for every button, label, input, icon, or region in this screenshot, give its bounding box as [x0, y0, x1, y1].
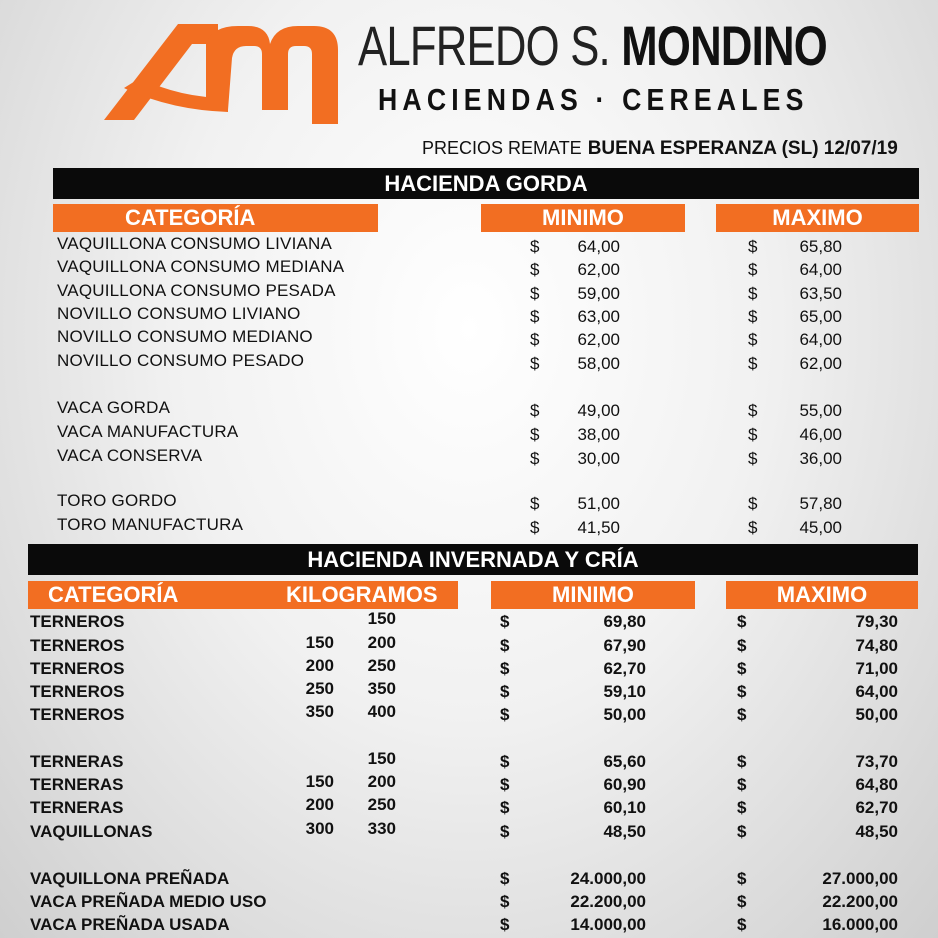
gorda-row-max-currency: $ [748, 237, 758, 256]
inv-row-min: 22.200,00 [570, 892, 646, 911]
inv-row-min: 69,80 [603, 612, 646, 631]
inv-row-min-currency: $ [500, 636, 510, 655]
inv-row-categoria: TERNERAS [30, 775, 124, 794]
gorda-row-categoria: VACA GORDA [57, 398, 171, 417]
inv-row-max-currency: $ [737, 705, 747, 724]
inv-row-max-currency: $ [737, 892, 747, 911]
gorda-row-categoria: TORO GORDO [57, 491, 177, 510]
inv-row-categoria: VACA PREÑADA USADA [30, 915, 230, 934]
gorda-row-max: 65,00 [799, 307, 842, 326]
gorda-row-max-currency: $ [748, 260, 758, 279]
inv-row-kg-from: 150 [305, 633, 334, 652]
inv-row-categoria: VACA PREÑADA MEDIO USO [30, 892, 267, 911]
gorda-row-categoria: VACA MANUFACTURA [57, 422, 239, 441]
gorda-row-min: 51,00 [577, 494, 620, 513]
inv-row-min-currency: $ [500, 659, 510, 678]
inv-row-max: 71,00 [855, 659, 898, 678]
inv-row-categoria: VAQUILLONA PREÑADA [30, 869, 230, 888]
gorda-col-maximo: MAXIMO [716, 204, 919, 232]
inv-row-categoria: TERNERAS [30, 798, 124, 817]
gorda-row-min-currency: $ [530, 401, 540, 420]
inv-row-max: 79,30 [855, 612, 898, 631]
inv-row-min-currency: $ [500, 775, 510, 794]
gorda-row-min: 38,00 [577, 425, 620, 444]
gorda-row-max-currency: $ [748, 354, 758, 373]
inv-row-max-currency: $ [737, 682, 747, 701]
inv-row-kg-to: 200 [367, 772, 396, 791]
inv-row-max-currency: $ [737, 822, 747, 841]
brand-logo [100, 14, 350, 126]
inv-row-min: 24.000,00 [570, 869, 646, 888]
inv-row-min: 60,10 [603, 798, 646, 817]
inv-row-kg-to: 250 [367, 656, 396, 675]
gorda-row-max-currency: $ [748, 494, 758, 513]
gorda-row-max-currency: $ [748, 284, 758, 303]
inv-col-categoria: CATEGORÍA [48, 582, 179, 607]
gorda-row-min: 59,00 [577, 284, 620, 303]
gorda-row-categoria: NOVILLO CONSUMO MEDIANO [57, 327, 313, 346]
inv-row-categoria: TERNEROS [30, 636, 125, 655]
gorda-row-min: 30,00 [577, 449, 620, 468]
inv-row-max: 64,80 [855, 775, 898, 794]
inv-row-max-currency: $ [737, 775, 747, 794]
inv-row-min: 62,70 [603, 659, 646, 678]
inv-row-min-currency: $ [500, 915, 510, 934]
inv-row-categoria: TERNEROS [30, 682, 125, 701]
gorda-row-categoria: TORO MANUFACTURA [57, 515, 244, 534]
inv-row-categoria: VAQUILLONAS [30, 822, 153, 841]
gorda-row-max: 36,00 [799, 449, 842, 468]
gorda-row-min: 64,00 [577, 237, 620, 256]
inv-row-max-currency: $ [737, 915, 747, 934]
gorda-row-categoria: VAQUILLONA CONSUMO LIVIANA [57, 234, 333, 253]
inv-row-min-currency: $ [500, 892, 510, 911]
inv-row-max: 50,00 [855, 705, 898, 724]
inv-row-max-currency: $ [737, 752, 747, 771]
inv-col-maximo: MAXIMO [726, 581, 918, 609]
gorda-row-max: 65,80 [799, 237, 842, 256]
inv-row-max: 64,00 [855, 682, 898, 701]
inv-row-min-currency: $ [500, 705, 510, 724]
section-title-invernada: HACIENDA INVERNADA Y CRÍA [28, 544, 918, 575]
inv-row-max: 48,50 [855, 822, 898, 841]
inv-row-max: 74,80 [855, 636, 898, 655]
gorda-row-min: 41,50 [577, 518, 620, 537]
inv-row-max: 27.000,00 [822, 869, 898, 888]
gorda-row-max-currency: $ [748, 449, 758, 468]
gorda-row-min-currency: $ [530, 330, 540, 349]
inv-row-min-currency: $ [500, 798, 510, 817]
inv-row-min: 60,90 [603, 775, 646, 794]
section-title-gorda: HACIENDA GORDA [53, 168, 919, 199]
logo-m-shape [206, 26, 338, 124]
inv-row-min: 65,60 [603, 752, 646, 771]
inv-row-max-currency: $ [737, 636, 747, 655]
inv-row-categoria: TERNERAS [30, 752, 124, 771]
inv-col-kilos: KILOGRAMOS [286, 582, 438, 607]
brand-tagline: HACIENDAS · CEREALES [378, 82, 809, 117]
gorda-row-max: 64,00 [799, 260, 842, 279]
gorda-row-min-currency: $ [530, 260, 540, 279]
inv-row-min: 50,00 [603, 705, 646, 724]
gorda-row-min-currency: $ [530, 354, 540, 373]
gorda-row-min-currency: $ [530, 425, 540, 444]
gorda-row-max-currency: $ [748, 518, 758, 537]
gorda-row-min-currency: $ [530, 449, 540, 468]
gorda-row-max: 63,50 [799, 284, 842, 303]
gorda-row-categoria: VAQUILLONA CONSUMO MEDIANA [57, 257, 345, 276]
gorda-row-categoria: NOVILLO CONSUMO PESADO [57, 351, 305, 370]
inv-row-min: 14.000,00 [570, 915, 646, 934]
inv-row-min-currency: $ [500, 752, 510, 771]
inv-row-kg-to: 150 [367, 749, 396, 768]
inv-row-kg-to: 200 [367, 633, 396, 652]
inv-row-kg-to: 150 [367, 609, 396, 628]
inv-row-max: 16.000,00 [822, 915, 898, 934]
inv-row-max-currency: $ [737, 659, 747, 678]
gorda-row-min-currency: $ [530, 518, 540, 537]
gorda-col-categoria: CATEGORÍA [53, 204, 378, 232]
gorda-row-min: 62,00 [577, 260, 620, 279]
gorda-row-max: 46,00 [799, 425, 842, 444]
inv-row-min-currency: $ [500, 822, 510, 841]
gorda-row-categoria: VACA CONSERVA [57, 446, 203, 465]
gorda-row-max-currency: $ [748, 401, 758, 420]
inv-row-min: 59,10 [603, 682, 646, 701]
inv-row-kg-from: 250 [305, 679, 334, 698]
inv-row-kg-from: 150 [305, 772, 334, 791]
gorda-row-min: 49,00 [577, 401, 620, 420]
inv-row-min: 67,90 [603, 636, 646, 655]
inv-row-max: 22.200,00 [822, 892, 898, 911]
gorda-row-max: 62,00 [799, 354, 842, 373]
gorda-row-max: 64,00 [799, 330, 842, 349]
inv-row-min: 48,50 [603, 822, 646, 841]
inv-col-categoria-kilos [28, 581, 458, 609]
brand-name-bold: MONDINO [621, 14, 827, 77]
inv-row-categoria: TERNEROS [30, 612, 125, 631]
inv-row-min-currency: $ [500, 612, 510, 631]
gorda-col-minimo: MINIMO [481, 204, 685, 232]
gorda-row-max-currency: $ [748, 330, 758, 349]
inv-row-kg-from: 350 [305, 702, 334, 721]
inv-row-kg-to: 250 [367, 795, 396, 814]
inv-row-max-currency: $ [737, 612, 747, 631]
gorda-row-min-currency: $ [530, 237, 540, 256]
inv-row-min-currency: $ [500, 869, 510, 888]
gorda-row-categoria: NOVILLO CONSUMO LIVIANO [57, 304, 301, 323]
inv-row-max-currency: $ [737, 869, 747, 888]
inv-row-kg-from: 200 [305, 656, 334, 675]
inv-row-min-currency: $ [500, 682, 510, 701]
remate-place-date: BUENA ESPERANZA (SL) 12/07/19 [587, 138, 898, 159]
remate-header [422, 138, 898, 160]
brand-name-light: ALFREDO S. [358, 14, 610, 77]
gorda-row-min-currency: $ [530, 284, 540, 303]
gorda-row-min: 58,00 [577, 354, 620, 373]
gorda-row-max: 45,00 [799, 518, 842, 537]
gorda-row-max: 57,80 [799, 494, 842, 513]
inv-row-kg-from: 300 [305, 819, 334, 838]
inv-row-kg-from: 200 [305, 795, 334, 814]
inv-row-categoria: TERNEROS [30, 705, 125, 724]
inv-row-kg-to: 330 [367, 819, 396, 838]
inv-row-categoria: TERNEROS [30, 659, 125, 678]
inv-row-kg-to: 350 [367, 679, 396, 698]
gorda-row-max: 55,00 [799, 401, 842, 420]
inv-col-minimo: MINIMO [491, 581, 695, 609]
inv-row-max: 73,70 [855, 752, 898, 771]
gorda-row-min-currency: $ [530, 307, 540, 326]
inv-row-kg-to: 400 [367, 702, 396, 721]
remate-label: PRECIOS REMATE [422, 138, 582, 158]
gorda-row-min: 63,00 [577, 307, 620, 326]
inv-row-max-currency: $ [737, 798, 747, 817]
brand-name [358, 14, 827, 78]
gorda-row-categoria: VAQUILLONA CONSUMO PESADA [57, 281, 336, 300]
gorda-row-min: 62,00 [577, 330, 620, 349]
gorda-row-max-currency: $ [748, 425, 758, 444]
inv-row-max: 62,70 [855, 798, 898, 817]
gorda-row-max-currency: $ [748, 307, 758, 326]
gorda-row-min-currency: $ [530, 494, 540, 513]
